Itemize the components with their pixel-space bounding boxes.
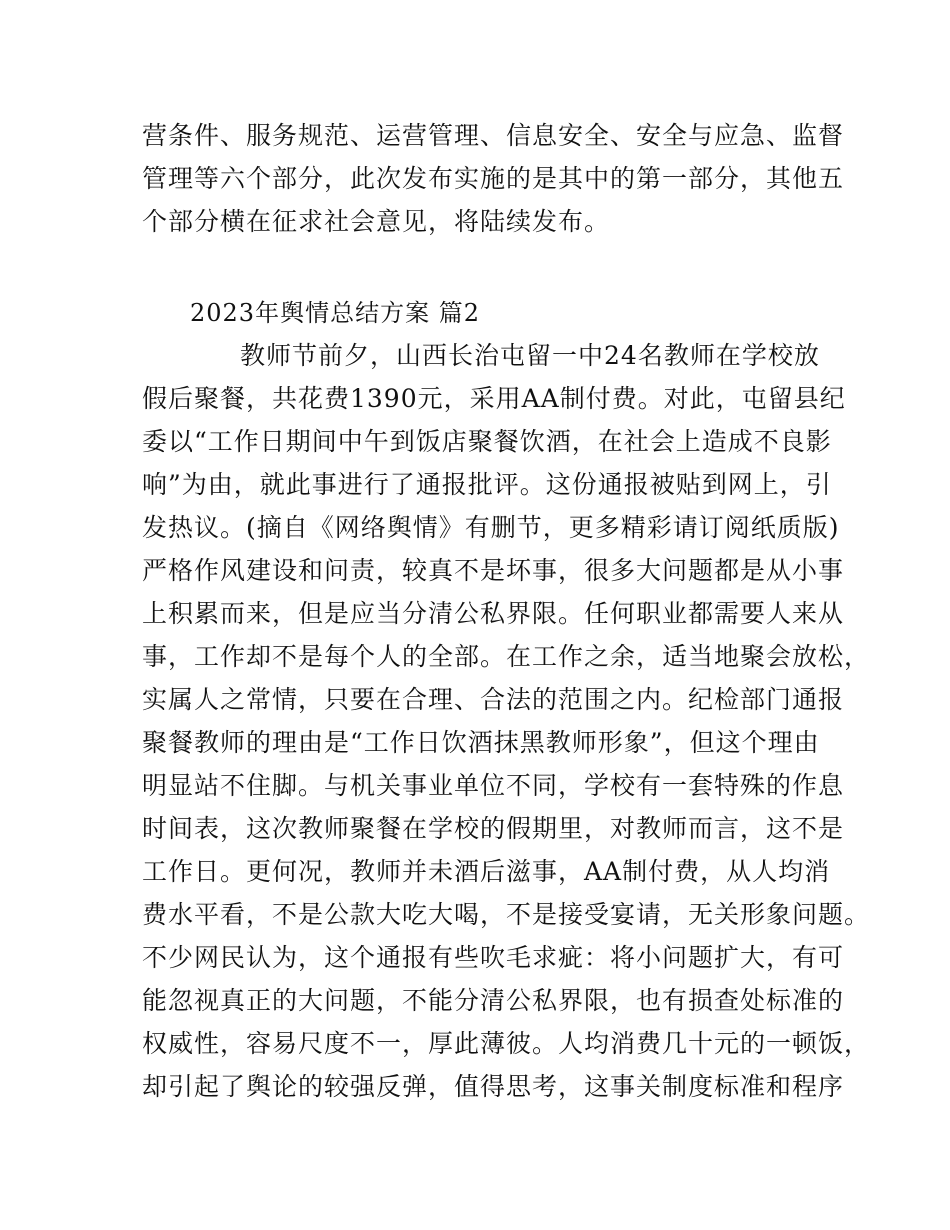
paragraph-2-line-11: 明显站不住脚。与机关事业单位不同，学校有一套特殊的作息 xyxy=(142,771,845,800)
paragraph-2-line-14: 费水平看，不是公款大吃大喝，不是接受宴请，无关形象问题。 xyxy=(142,900,871,929)
paragraph-1-line-1: 营条件、服务规范、运营管理、信息安全、安全与应急、监督 xyxy=(142,121,845,150)
paragraph-2-line-8: 事，工作却不是每个人的全部。在工作之余，适当地聚会放松， xyxy=(142,642,871,671)
paragraph-2-line-4: 响”为由，就此事进行了通报批评。这份通报被贴到网上，引 xyxy=(142,470,832,499)
paragraph-2-line-13: 工作日。更何况，教师并未酒后滋事，AA制付费，从人均消 xyxy=(142,857,831,886)
paragraph-1-line-3: 个部分横在征求社会意见，将陆续发布。 xyxy=(142,207,611,236)
paragraph-2-line-15: 不少网民认为，这个通报有些吹毛求疵：将小问题扩大，有可 xyxy=(142,943,845,972)
paragraph-2-line-2: 假后聚餐，共花费1390元，采用AA制付费。对此，屯留县纪 xyxy=(142,384,846,413)
paragraph-2-line-17: 权威性，容易尺度不一，厚此薄彼。人均消费几十元的一顿饭， xyxy=(142,1029,871,1058)
paragraph-2-line-10: 聚餐教师的理由是“工作日饮酒抹黑教师形象”，但这个理由 xyxy=(142,728,820,757)
paragraph-2-line-16: 能忽视真正的大问题，不能分清公私界限，也有损查处标准的 xyxy=(142,986,845,1015)
paragraph-2-line-5: 发热议。(摘自《网络舆情》有删节，更多精彩请订阅纸质版) xyxy=(142,513,840,542)
paragraph-2-line-1: 教师节前夕，山西长治屯留一中24名教师在学校放 xyxy=(240,341,820,370)
paragraph-2-line-18: 却引起了舆论的较强反弹，值得思考，这事关制度标准和程序 xyxy=(142,1072,845,1101)
paragraph-2-line-12: 时间表，这次教师聚餐在学校的假期里，对教师而言，这不是 xyxy=(142,814,845,843)
paragraph-2-line-9: 实属人之常情，只要在合理、合法的范围之内。纪检部门通报 xyxy=(142,685,845,714)
paragraph-2-line-3: 委以“工作日期间中午到饭店聚餐饮酒，在社会上造成不良影 xyxy=(142,427,832,456)
paragraph-2-line-7: 上积累而来，但是应当分清公私界限。任何职业都需要人来从 xyxy=(142,599,845,628)
paragraph-1-line-2: 管理等六个部分，此次发布实施的是其中的第一部分，其他五 xyxy=(142,164,845,193)
paragraph-2-line-6: 严格作风建设和问责，较真不是坏事，很多大问题都是从小事 xyxy=(142,556,845,585)
section-heading: 2023年舆情总结方案 篇2 xyxy=(190,299,480,327)
